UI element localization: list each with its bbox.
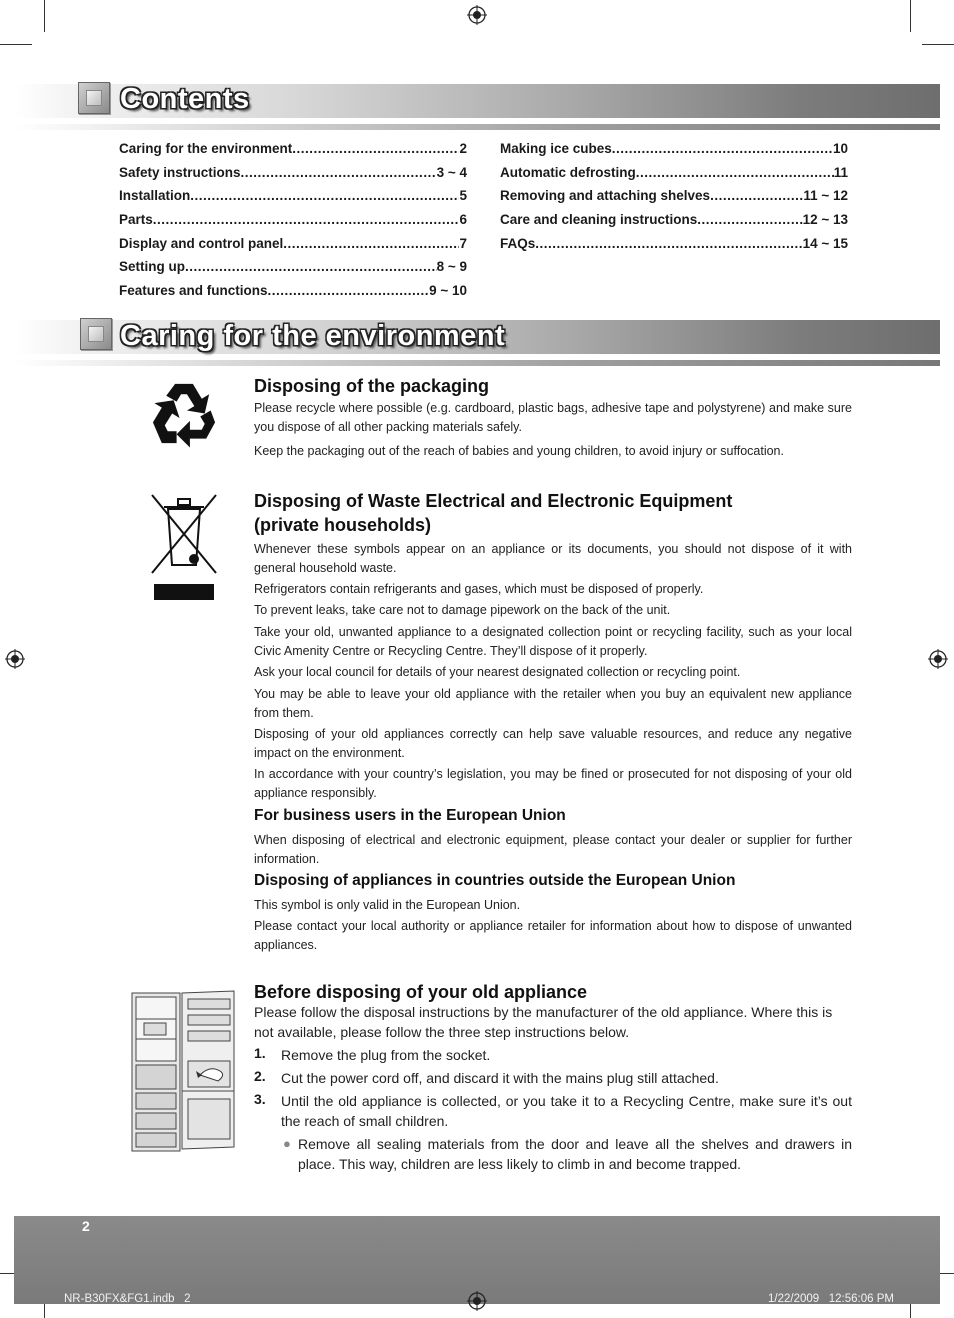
header-underline [14, 124, 940, 130]
registration-mark-icon [928, 649, 948, 669]
weee-text: Disposing of your old appliances correctly can help save valuable resources, and reduce any negative impact on the environment. [254, 727, 852, 760]
weee-text: You may be able to leave your old appliance with the retailer when you buy an equivalent new appliance from them. [254, 687, 852, 720]
toc-label: Removing and attaching shelves [500, 188, 711, 204]
crop-mark [0, 44, 32, 45]
toc-label: Setting up [119, 259, 185, 275]
toc-page: 2 [459, 141, 467, 156]
weee-text: Whenever these symbols appear on an appliance or its documents, you should not dispose of it with general household waste. [254, 542, 852, 575]
section-square-icon [80, 318, 112, 350]
toc-entry[interactable] [500, 212, 848, 236]
weee-title-line: Disposing of Waste Electrical and Electronic Equipment [254, 491, 733, 511]
weee-title [254, 489, 732, 537]
weee-crossed-bin-icon [150, 493, 218, 601]
header-underline [14, 360, 940, 366]
before-disposing-title: Before disposing of your old appliance [254, 982, 588, 1002]
toc-label: Installation [119, 188, 191, 204]
weee-text: Ask your local council for details of your nearest designated collection or recycling point. [254, 665, 741, 679]
outside-eu-text: This symbol is only valid in the European Union. [254, 898, 521, 912]
bullet-text: Remove all sealing materials from the door and leave all the shelves and drawers in place. This way, children are less likely to climb in and become trapped. [298, 1136, 852, 1172]
step-text: Until the old appliance is collected, or you take it to a Recycling Centre, make sure it’s out the reach of small children. [281, 1093, 852, 1129]
toc-entry[interactable] [119, 283, 467, 307]
toc-entry[interactable] [119, 165, 467, 189]
crop-mark [910, 0, 911, 32]
crop-mark [922, 44, 954, 45]
crop-mark [44, 0, 45, 32]
toc-right [500, 141, 848, 259]
registration-mark-icon [5, 649, 25, 669]
weee-text: To prevent leaks, take care not to damage pipework on the back of the unit. [254, 603, 671, 617]
fridge-freezer-illustration [130, 989, 238, 1153]
toc-label: Caring for the environment [119, 141, 293, 156]
weee-text: In accordance with your country’s legislation, you may be fined or prosecuted for not disposing of your old appliance responsibly. [254, 767, 852, 800]
toc-label: Automatic defrosting [500, 164, 636, 180]
toc-label: Making ice cubes [500, 141, 612, 156]
toc-label: Care and cleaning instructions [500, 212, 698, 228]
outside-eu-text: Please contact your local authority or appliance retailer for information about how to dispose of unwanted appliances. [254, 919, 852, 952]
toc-entry[interactable] [119, 188, 467, 212]
toc-page: 11 ~ 12 [803, 188, 848, 204]
toc-entry[interactable] [119, 236, 467, 260]
recycle-icon [146, 378, 222, 452]
toc-entry[interactable] [119, 259, 467, 283]
step-number: 2. [254, 1068, 266, 1084]
weee-title-line: (private households) [254, 515, 432, 535]
packaging-text: Keep the packaging out of the reach of babies and young children, to avoid injury or suffocation. [254, 444, 784, 458]
toc-page: 11 [833, 164, 848, 180]
toc-page: 7 [459, 235, 467, 251]
packaging-text: Please recycle where possible (e.g. cardboard, plastic bags, adhesive tape and polystyrene) and make sure you dispose of all other packing materials safely. [254, 401, 852, 434]
step-text: Remove the plug from the socket. [281, 1047, 491, 1063]
toc-entry[interactable] [500, 236, 848, 260]
toc-page: 9 ~ 10 [429, 283, 467, 299]
step-number: 1. [254, 1045, 266, 1061]
registration-mark-icon [467, 1291, 487, 1311]
section-square-icon [78, 82, 110, 114]
toc-page: 10 [832, 141, 848, 156]
step-number: 3. [254, 1091, 266, 1107]
toc-label: Safety instructions [119, 164, 241, 180]
toc-entry[interactable] [500, 165, 848, 189]
toc-label: Display and control panel [119, 235, 284, 251]
toc-page: 6 [459, 212, 467, 228]
file-slug: NR-B30FX&FG1.indb 2 [64, 1293, 191, 1305]
bullet-dot-icon: ● [283, 1136, 291, 1151]
toc-entry[interactable] [119, 141, 467, 165]
registration-mark-icon [467, 5, 487, 25]
packaging-title: Disposing of the packaging [254, 376, 490, 396]
weee-text: Take your old, unwanted appliance to a designated collection point or recycling facility, such as your local Civic Amenity Centre or Recycling Centre. They’ll dispose of it properly. [254, 625, 852, 658]
page-number: 2 [82, 1218, 90, 1234]
toc-entry[interactable] [500, 188, 848, 212]
toc-page: 5 [459, 188, 467, 204]
toc-page: 8 ~ 9 [436, 259, 467, 275]
date-slug: 1/22/2009 12:56:06 PM [768, 1293, 894, 1305]
toc-label: Features and functions [119, 283, 268, 299]
toc-page: 14 ~ 15 [802, 235, 848, 251]
toc-page: 12 ~ 13 [802, 212, 848, 228]
toc-entry[interactable] [119, 212, 467, 236]
environment-heading: Caring for the environment [120, 320, 506, 352]
toc-left [119, 141, 467, 307]
before-disposing-intro: Please follow the disposal instructions by the manufacturer of the old appliance. Where this is not available, please follow the three step instructions below. [254, 1004, 833, 1040]
outside-eu-title: Disposing of appliances in countries outside the European Union [254, 872, 736, 889]
weee-text: Refrigerators contain refrigerants and gases, which must be disposed of properly. [254, 582, 704, 596]
toc-label: Parts [119, 212, 153, 228]
toc-page: 3 ~ 4 [436, 164, 467, 180]
toc-entry[interactable] [500, 141, 848, 165]
contents-heading: Contents [120, 83, 250, 115]
business-title: For business users in the European Union [254, 807, 566, 824]
step-text: Cut the power cord off, and discard it with the mains plug still attached. [281, 1070, 719, 1086]
toc-label: FAQs [500, 235, 536, 251]
business-text: When disposing of electrical and electronic equipment, please contact your dealer or supplier for further information. [254, 833, 852, 866]
